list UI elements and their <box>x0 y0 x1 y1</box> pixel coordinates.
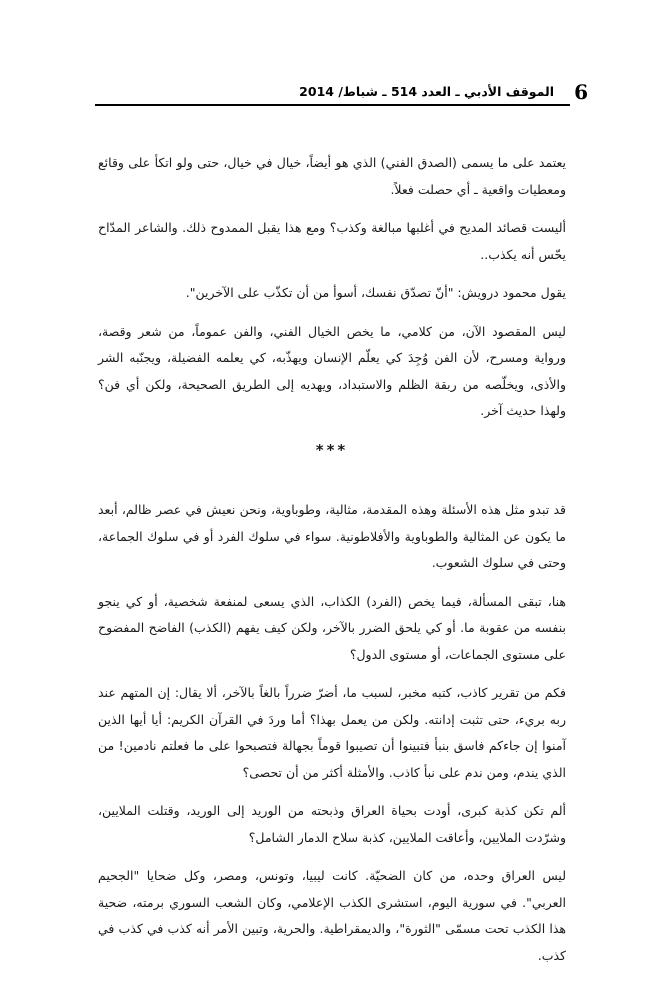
article-body <box>98 150 566 981</box>
paragraph: ليس المقصود الآن، من كلامي، ما يخص الخيال الفني، والفن عموماً، من شعر وقصة، ورواية ومسرح، لأن الفن وُجِدَ كي يعلّم الإنسان ويهذّبه، كي يعلمه الفضيلة، ويجنّبه الشر والأذى، ويخلّصه من ربقة الظلم والاستبداد، ويهديه إلى الطريق الصحيحة، ولكن أي فن؟ ولهذا حديث آخر. <box>98 323 566 418</box>
paragraph: فكم من تقرير كاذب، كتبه مخبر، لسبب ما، أضرّ ضرراً بالغاً بالآخر، ألا يقال: إن المتهم عند ربه بريء، حتى تثبت إدانته. ولكن من يعمل بهذا؟ أما وردَ في القرآن الكريم: أيا أيها الذين آمنوا إن جاءكم فاسق بنبأ فتبينوا أن تصيبوا قوماً بجهالة فتصبحوا على ما فعلتم نادمين! من الذي يندم، ومن ندم على نبأ كاذب. والأمثلة أكثر من أن تحصى؟ <box>98 685 566 780</box>
header-divider <box>95 104 570 106</box>
paragraph: قد تبدو مثل هذه الأسئلة وهذه المقدمة، مثالية، وطوباوية، ونحن نعيش في عصر ظالم، أبعد ما يكون عن المثالية والطوباوية والأفلاطونية. سواء في سلوك الفرد أو في سلوك الجماعة، وحتى في سلوك الشعوب. <box>98 502 566 570</box>
paragraph: ليس العراق وحده، من كان الضحيّة. كانت ليبيا، وتونس، ومصر، وكل ضحايا "الجحيم العربي". في سورية اليوم، استشرى الكذب الإعلامي، وكان الشعب السوري برمته، ضحية هذا الكذب تحت مسمّى "الثورة"، والديمقراطية. والحرية، وتبين الأمر أنه كذب في كذب في كذب. <box>98 868 566 963</box>
journal-title: الموقف الأدبي ـ العدد 514 ـ شباط/ 2014 <box>299 84 554 99</box>
page-number: 6 <box>574 80 588 104</box>
quote-paragraph: يقول محمود درويش: "أنّ تصدّق نفسك، أسوأ من أن تكذّب على الآخرين". <box>185 285 566 300</box>
page-header <box>95 80 588 104</box>
paragraph: أليست قصائد المديح في أغلبها مبالغة وكذب؟ ومع هذا يقبل الممدوح ذلك. والشاعر المدّاح يحّس أنه يكذب.. <box>98 220 566 262</box>
paragraph: هنا، تبقى المسألة، فيما يخص (الفرد) الكذاب، الذي يسعى لمنفعة شخصية، أو كي ينجو بنفسه من عقوبة ما. أو كي يلحق الضرر بالآخر، ولكن كيف يفهم (الكذب) الفاضح المفضوح على مستوى الجماعات، أو مستوى الدول؟ <box>98 593 566 662</box>
section-separator: *** <box>315 440 349 459</box>
paragraph: ألم تكن كذبة كبرى، أودت بحياة العراق وذبحته من الوريد إلى الوريد، وقتلت الملايين، وشرّدت الملايين، وأعاقت الملايين، كذبة سلاح الدمار الشامل؟ <box>98 803 566 845</box>
paragraph: يعتمد على ما يسمى (الصدق الفني) الذي هو أيضاً، خيال في خيال، حتى ولو اتكأ على وقائع ومعطيات واقعية ـ أي حصلت فعلاً. <box>98 155 566 197</box>
